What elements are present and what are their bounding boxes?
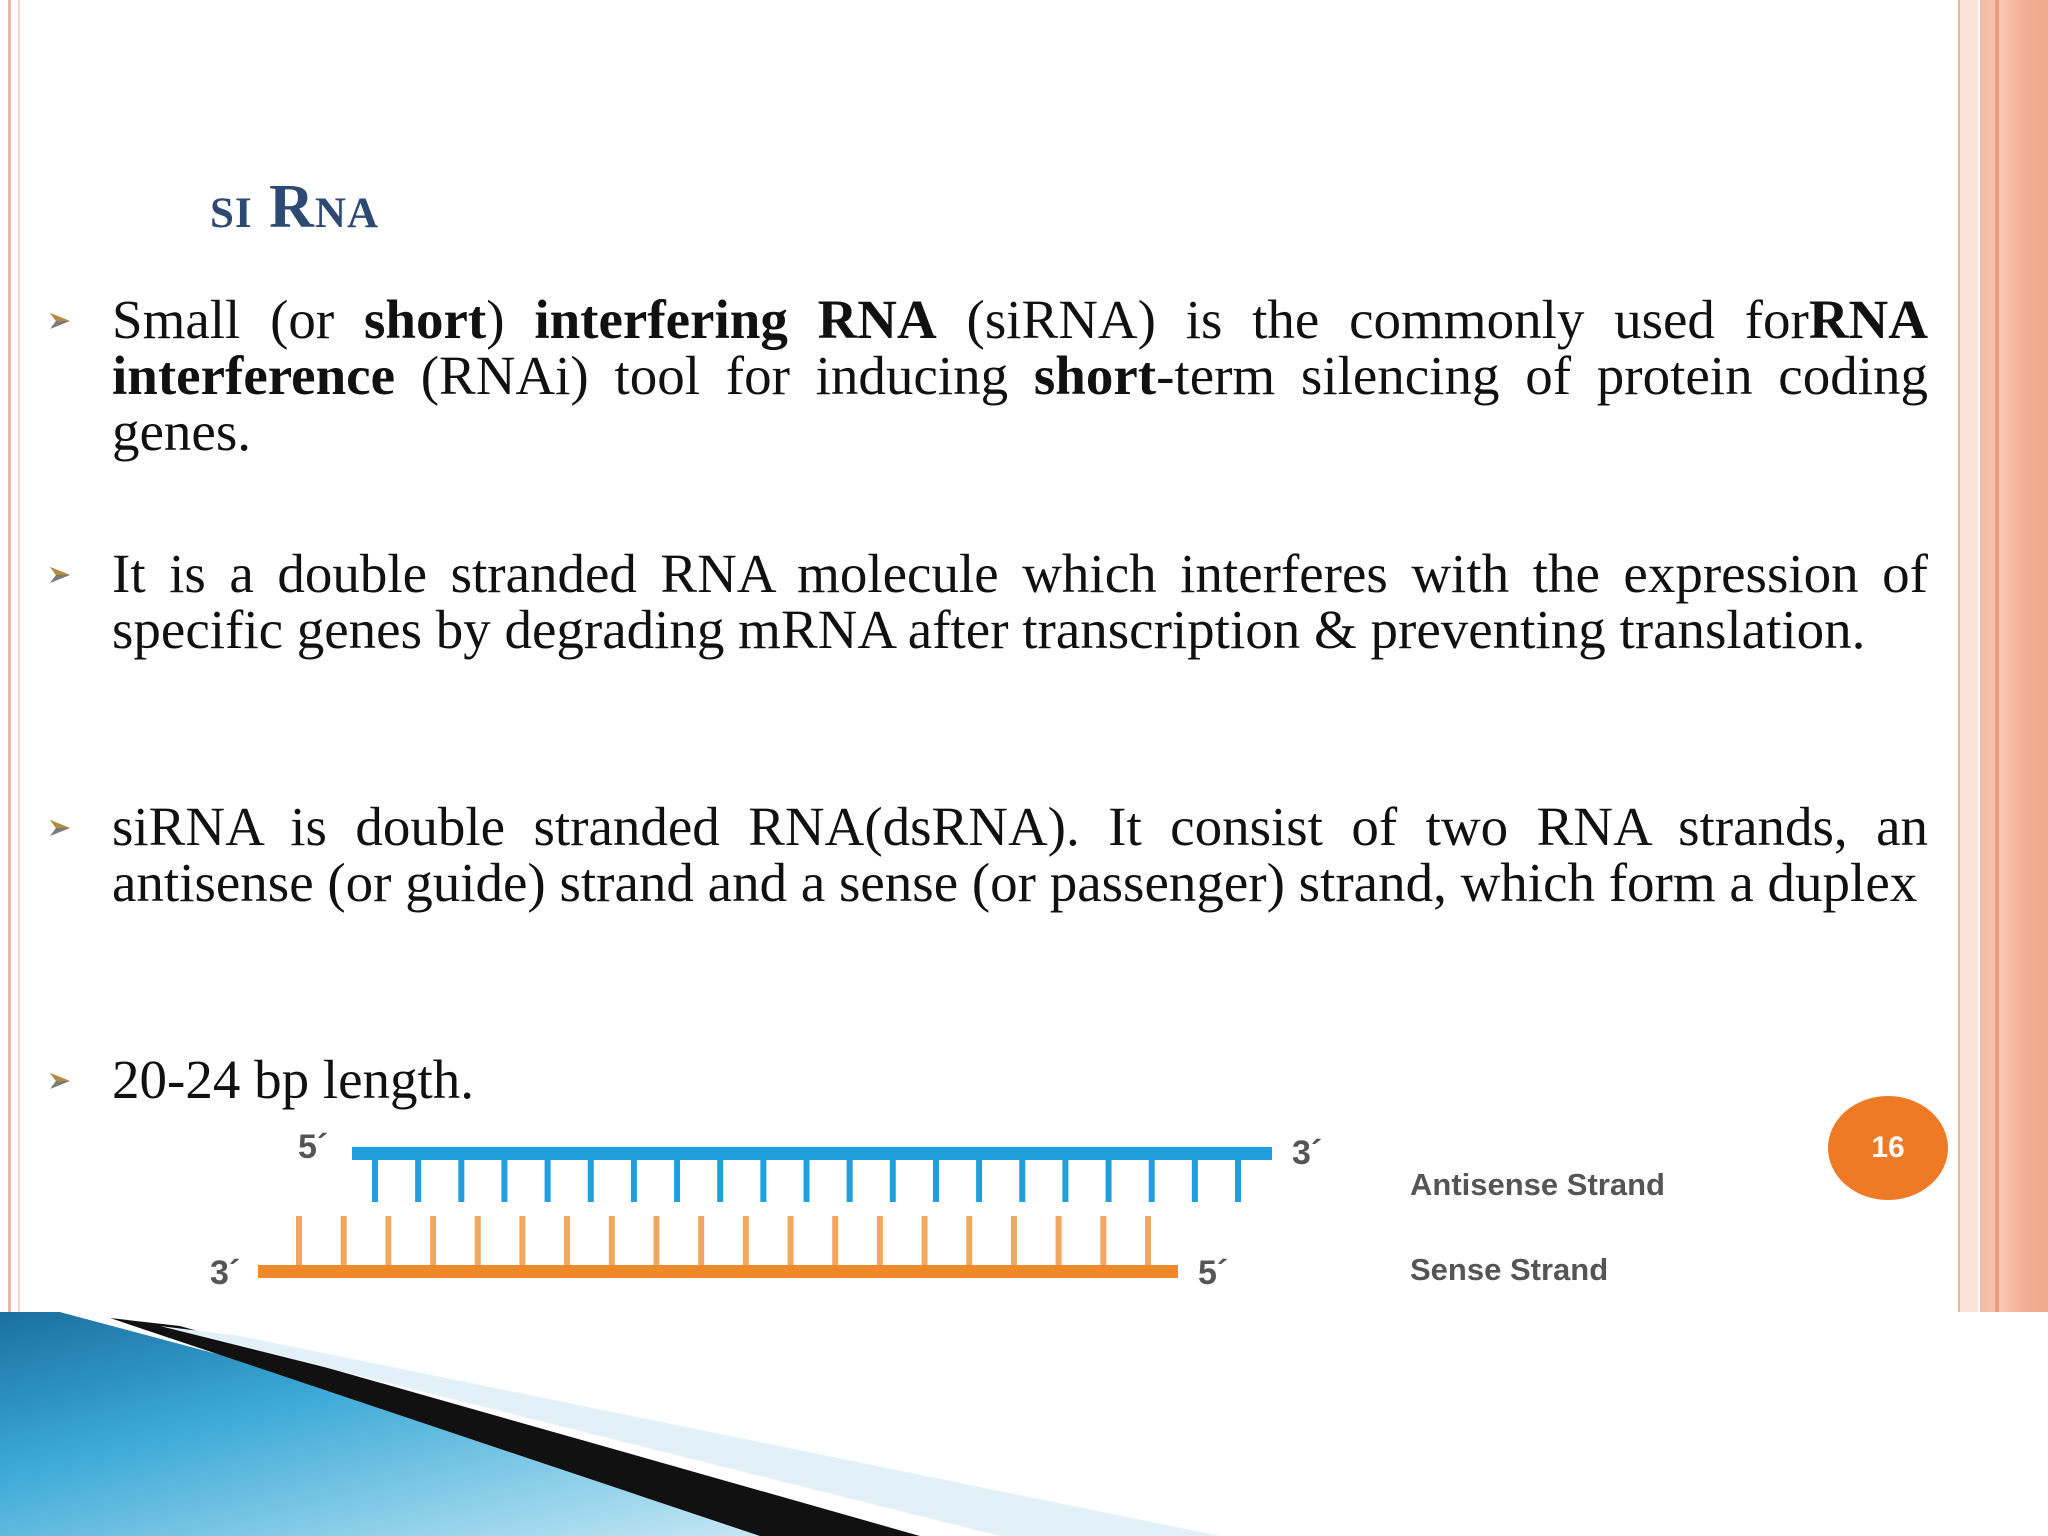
sense-base-tick <box>475 1216 481 1266</box>
antisense-base-tick <box>933 1160 939 1202</box>
bullet-text-run: It is a double stranded RNA molecule which interferes with the expression of specific genes by degrading mRNA after transcription & preventing translation. <box>112 543 1928 660</box>
bullet-arrow-icon <box>48 815 74 841</box>
bullet-text-run: short <box>1033 345 1157 406</box>
antisense-base-tick <box>501 1160 507 1202</box>
bullet-text-3 <box>112 796 1928 913</box>
antisense-base-tick <box>674 1160 680 1202</box>
sense-base-tick <box>385 1216 391 1266</box>
antisense-strand-label: Antisense Strand <box>1410 1167 1665 1202</box>
antisense-5-prime-label: 5´ <box>298 1128 329 1166</box>
bullet-text-run: siRNA is double stranded RNA(dsRNA). It consist of two RNA strands, an antisense (or guide) strand and a sense (or passenger) strand, which form a duplex <box>112 796 1928 913</box>
sense-base-tick <box>922 1216 928 1266</box>
bullet-text-run: -term silencing of protein coding genes. <box>112 345 1928 462</box>
sense-base-ticks <box>296 1216 1151 1266</box>
antisense-base-tick <box>458 1160 464 1202</box>
right-border-line <box>1995 0 1999 1312</box>
slide-title: si Rna <box>210 173 380 241</box>
antisense-base-tick <box>1106 1160 1112 1202</box>
right-border-panel <box>1958 0 1978 1312</box>
sense-base-tick <box>341 1216 347 1266</box>
sense-strand-bar <box>258 1265 1178 1278</box>
bullet-text-4 <box>112 1049 1928 1110</box>
antisense-base-tick <box>631 1160 637 1202</box>
antisense-base-tick <box>415 1160 421 1202</box>
antisense-strand-bar <box>352 1147 1272 1160</box>
sense-base-tick <box>1145 1216 1151 1266</box>
bottom-ribbon-decoration <box>0 1312 2048 1536</box>
antisense-base-tick <box>976 1160 982 1202</box>
right-border-strip <box>1980 0 2048 1312</box>
sense-base-tick <box>564 1216 570 1266</box>
sirna-duplex-diagram <box>0 1120 1800 1310</box>
left-border-line-inner <box>18 0 20 1312</box>
sense-base-tick <box>788 1216 794 1266</box>
sense-base-tick <box>877 1216 883 1266</box>
antisense-3-prime-label: 3´ <box>1292 1134 1323 1172</box>
sense-base-tick <box>1056 1216 1062 1266</box>
antisense-base-tick <box>804 1160 810 1202</box>
antisense-base-tick <box>1235 1160 1241 1202</box>
sense-base-tick <box>743 1216 749 1266</box>
antisense-base-tick <box>588 1160 594 1202</box>
bullet-arrow-icon <box>48 562 74 588</box>
bullet-text-run: RNA interference <box>112 289 1928 406</box>
antisense-base-tick <box>760 1160 766 1202</box>
sense-3-prime-label: 3´ <box>210 1254 241 1292</box>
bullet-arrow-icon <box>48 1068 74 1094</box>
sense-base-tick <box>1011 1216 1017 1266</box>
bullet-text-run: (RNAi) tool for inducing <box>394 345 1034 406</box>
sense-base-tick <box>966 1216 972 1266</box>
antisense-base-tick <box>1062 1160 1068 1202</box>
antisense-base-tick <box>847 1160 853 1202</box>
antisense-base-tick <box>717 1160 723 1202</box>
sense-base-tick <box>698 1216 704 1266</box>
sense-base-tick <box>296 1216 302 1266</box>
bullet-text-1 <box>112 289 1928 462</box>
bullet-text-run: ) <box>486 289 535 350</box>
bullet-text-run: Small (or <box>112 289 364 350</box>
antisense-base-tick <box>1192 1160 1198 1202</box>
bullet-text-run: (siRNA) is the commonly used for <box>936 289 1809 350</box>
antisense-base-tick <box>372 1160 378 1202</box>
sense-base-tick <box>832 1216 838 1266</box>
sense-strand-label: Sense Strand <box>1410 1252 1609 1287</box>
bullet-text-run: interfering RNA <box>534 289 937 350</box>
bullet-text-2 <box>112 543 1928 660</box>
antisense-base-tick <box>1019 1160 1025 1202</box>
antisense-base-tick <box>1149 1160 1155 1202</box>
sense-base-tick <box>519 1216 525 1266</box>
antisense-base-tick <box>890 1160 896 1202</box>
sense-base-tick <box>609 1216 615 1266</box>
page-number-badge: 16 <box>1828 1096 1948 1200</box>
sense-5-prime-label: 5´ <box>1198 1254 1229 1292</box>
antisense-base-ticks <box>372 1160 1241 1202</box>
bullet-arrow-icon <box>48 308 74 334</box>
bullet-text-run: 20-24 bp length. <box>112 1049 475 1110</box>
bullet-text-run: short <box>364 289 487 350</box>
sense-base-tick <box>1100 1216 1106 1266</box>
sense-base-tick <box>653 1216 659 1266</box>
left-border-line <box>8 0 11 1312</box>
sense-base-tick <box>430 1216 436 1266</box>
antisense-base-tick <box>545 1160 551 1202</box>
